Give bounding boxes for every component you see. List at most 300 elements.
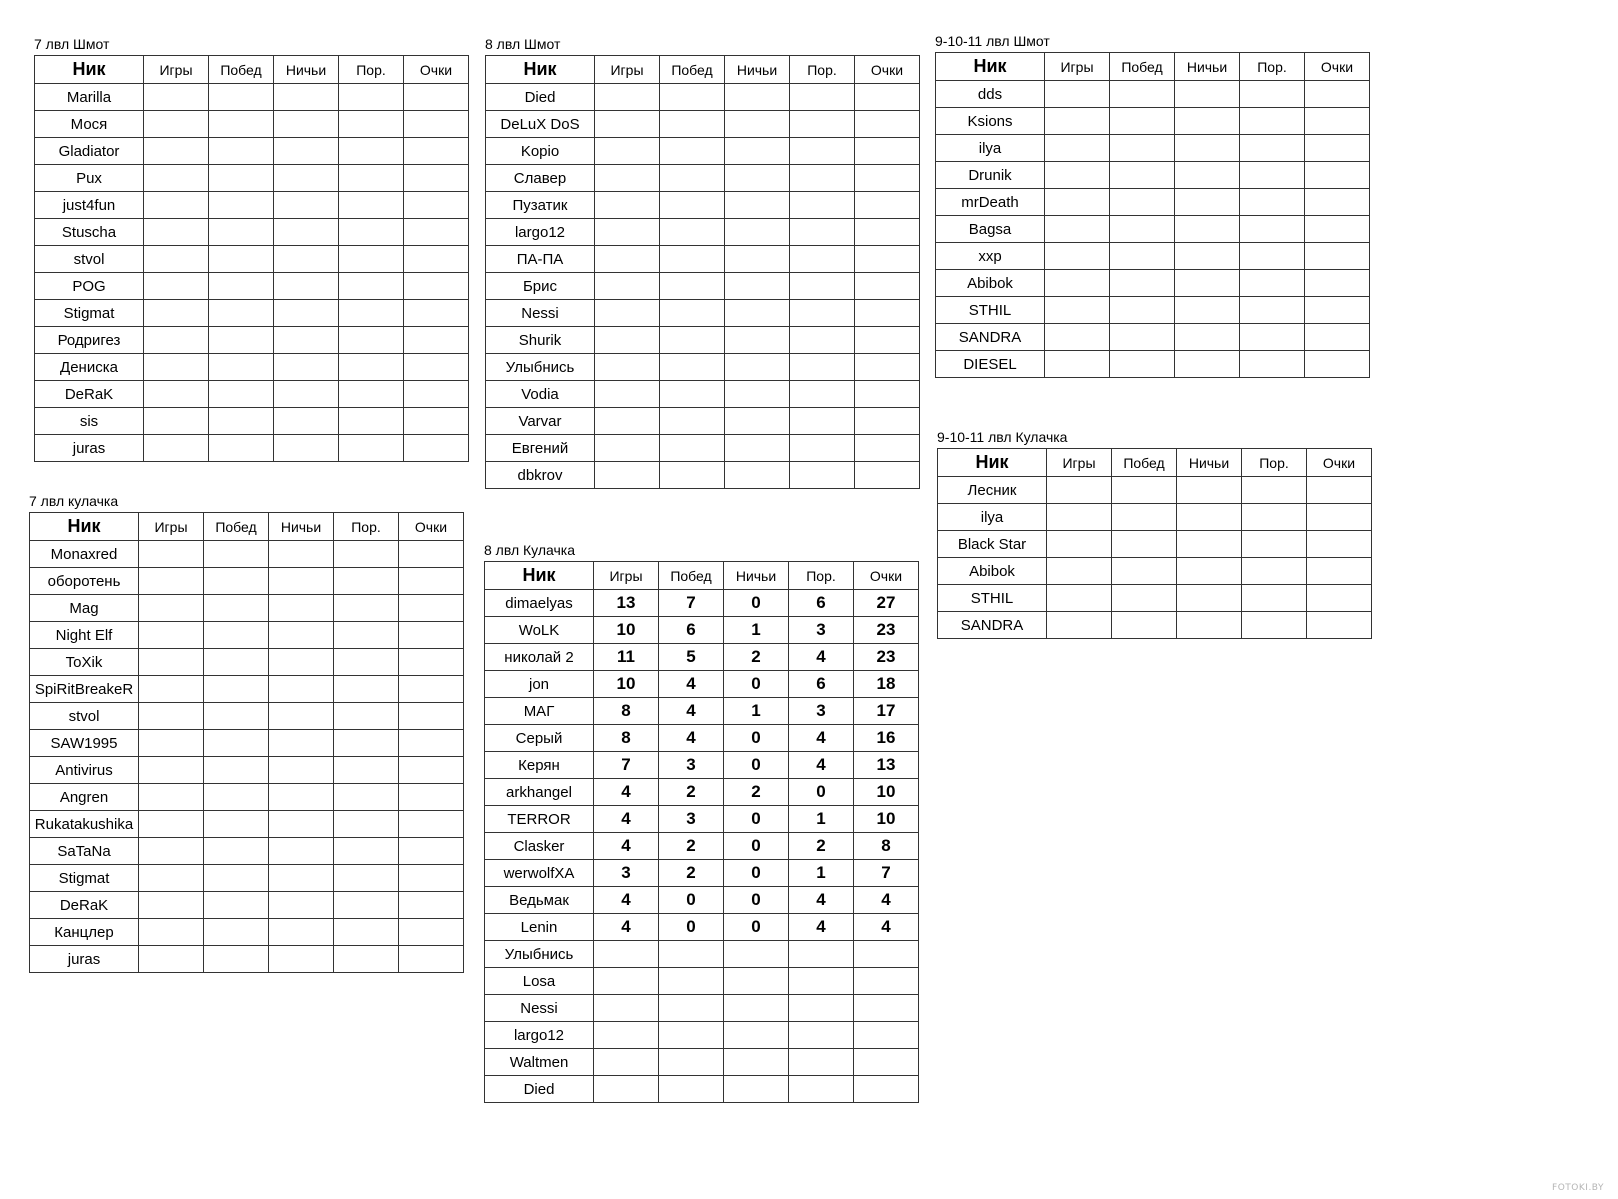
cell-games xyxy=(595,111,660,138)
column-header-draws: Ничьи xyxy=(724,562,789,590)
player-nick: Died xyxy=(486,84,595,111)
table-row xyxy=(30,784,464,811)
cell-losses xyxy=(1240,81,1305,108)
cell-points xyxy=(399,730,464,757)
cell-wins xyxy=(659,1022,724,1049)
player-nick: dimaelyas xyxy=(485,590,594,617)
cell-losses xyxy=(790,300,855,327)
table-row xyxy=(936,135,1370,162)
cell-wins xyxy=(209,84,274,111)
column-header-losses: Пор. xyxy=(1242,449,1307,477)
cell-points xyxy=(399,946,464,973)
cell-games: 8 xyxy=(594,698,659,725)
table-row xyxy=(30,649,464,676)
cell-losses: 4 xyxy=(789,914,854,941)
cell-points xyxy=(404,354,469,381)
column-header-games: Игры xyxy=(1047,449,1112,477)
cell-games xyxy=(1047,585,1112,612)
cell-points xyxy=(854,995,919,1022)
player-nick: Nessi xyxy=(485,995,594,1022)
cell-losses xyxy=(339,435,404,462)
watermark: FOTOKI.BY xyxy=(1552,1183,1604,1193)
cell-games xyxy=(144,219,209,246)
column-header-games: Игры xyxy=(144,56,209,84)
cell-losses: 1 xyxy=(789,860,854,887)
table-row xyxy=(35,435,469,462)
cell-points xyxy=(1307,531,1372,558)
cell-games xyxy=(594,1022,659,1049)
player-nick: POG xyxy=(35,273,144,300)
column-header-losses: Пор. xyxy=(1240,53,1305,81)
cell-losses: 0 xyxy=(789,779,854,806)
table-row xyxy=(486,381,920,408)
table-title: 7 лвл кулачка xyxy=(29,493,119,509)
table-row xyxy=(485,941,919,968)
cell-games xyxy=(144,435,209,462)
cell-losses xyxy=(790,165,855,192)
cell-wins xyxy=(659,995,724,1022)
cell-games xyxy=(595,327,660,354)
cell-draws xyxy=(269,811,334,838)
cell-draws xyxy=(269,595,334,622)
table-row xyxy=(485,752,919,779)
cell-wins xyxy=(659,1076,724,1103)
cell-games xyxy=(595,219,660,246)
cell-losses xyxy=(789,995,854,1022)
player-nick: Abibok xyxy=(936,270,1045,297)
cell-points xyxy=(855,300,920,327)
header-row xyxy=(485,562,919,590)
table-row xyxy=(486,84,920,111)
cell-wins xyxy=(204,892,269,919)
player-nick: arkhangel xyxy=(485,779,594,806)
table-row xyxy=(936,81,1370,108)
cell-draws xyxy=(269,838,334,865)
cell-wins xyxy=(1110,270,1175,297)
cell-games xyxy=(144,273,209,300)
cell-points xyxy=(1305,297,1370,324)
cell-points xyxy=(399,649,464,676)
cell-points xyxy=(399,757,464,784)
player-nick: stvol xyxy=(30,703,139,730)
column-header-wins: Побед xyxy=(1110,53,1175,81)
table-row xyxy=(485,671,919,698)
cell-games xyxy=(594,1076,659,1103)
player-nick: DIESEL xyxy=(936,351,1045,378)
cell-games xyxy=(595,300,660,327)
cell-wins xyxy=(209,381,274,408)
cell-points xyxy=(404,300,469,327)
cell-games xyxy=(144,165,209,192)
cell-draws xyxy=(274,84,339,111)
standings-table xyxy=(484,561,919,1103)
cell-draws xyxy=(1175,297,1240,324)
column-header-points: Очки xyxy=(855,56,920,84)
table-row xyxy=(35,246,469,273)
cell-wins xyxy=(1112,558,1177,585)
cell-draws xyxy=(725,327,790,354)
cell-points xyxy=(399,838,464,865)
table-row xyxy=(35,408,469,435)
table-row xyxy=(35,381,469,408)
cell-points xyxy=(399,811,464,838)
player-nick: sis xyxy=(35,408,144,435)
cell-wins xyxy=(204,919,269,946)
cell-draws xyxy=(725,219,790,246)
cell-losses xyxy=(1240,162,1305,189)
cell-games xyxy=(1045,351,1110,378)
cell-games xyxy=(139,568,204,595)
cell-points xyxy=(1307,585,1372,612)
cell-draws xyxy=(725,192,790,219)
cell-wins xyxy=(204,595,269,622)
cell-draws xyxy=(724,1049,789,1076)
cell-draws xyxy=(274,327,339,354)
cell-wins: 2 xyxy=(659,860,724,887)
cell-wins xyxy=(204,568,269,595)
cell-points xyxy=(399,622,464,649)
column-header-draws: Ничьи xyxy=(725,56,790,84)
cell-points xyxy=(855,138,920,165)
table-title: 9-10-11 лвл Шмот xyxy=(935,33,1050,49)
cell-wins xyxy=(204,703,269,730)
cell-points xyxy=(404,408,469,435)
cell-draws xyxy=(1175,189,1240,216)
cell-draws xyxy=(1177,504,1242,531)
cell-losses xyxy=(1242,558,1307,585)
cell-draws xyxy=(269,568,334,595)
cell-games xyxy=(595,165,660,192)
table-row xyxy=(30,919,464,946)
table-row xyxy=(485,779,919,806)
cell-games xyxy=(1045,216,1110,243)
cell-games xyxy=(139,838,204,865)
cell-points xyxy=(854,968,919,995)
cell-wins xyxy=(204,946,269,973)
player-nick: Drunik xyxy=(936,162,1045,189)
cell-draws xyxy=(725,435,790,462)
table-row xyxy=(35,138,469,165)
cell-points xyxy=(855,435,920,462)
cell-points xyxy=(1305,189,1370,216)
cell-games xyxy=(139,892,204,919)
cell-draws xyxy=(274,408,339,435)
table-row xyxy=(936,216,1370,243)
cell-draws: 0 xyxy=(724,887,789,914)
cell-points: 4 xyxy=(854,887,919,914)
cell-draws xyxy=(1175,135,1240,162)
cell-draws xyxy=(274,192,339,219)
cell-wins xyxy=(660,111,725,138)
table-row xyxy=(486,219,920,246)
player-nick: Rukatakushika xyxy=(30,811,139,838)
cell-games xyxy=(139,703,204,730)
player-nick: Керян xyxy=(485,752,594,779)
cell-losses xyxy=(334,541,399,568)
cell-wins xyxy=(660,435,725,462)
cell-games xyxy=(144,327,209,354)
table-row xyxy=(35,273,469,300)
cell-games xyxy=(139,757,204,784)
cell-games xyxy=(144,192,209,219)
table-row xyxy=(485,968,919,995)
column-header-wins: Побед xyxy=(1112,449,1177,477)
cell-games xyxy=(144,354,209,381)
cell-wins: 3 xyxy=(659,806,724,833)
cell-draws xyxy=(725,300,790,327)
cell-draws xyxy=(725,111,790,138)
cell-points xyxy=(855,219,920,246)
cell-wins xyxy=(1112,531,1177,558)
player-nick: МАГ xyxy=(485,698,594,725)
player-nick: Vodia xyxy=(486,381,595,408)
cell-losses xyxy=(339,84,404,111)
cell-games xyxy=(144,138,209,165)
cell-draws xyxy=(724,968,789,995)
cell-losses xyxy=(789,1022,854,1049)
table-row xyxy=(486,408,920,435)
cell-wins xyxy=(1110,135,1175,162)
cell-wins: 7 xyxy=(659,590,724,617)
header-row xyxy=(936,53,1370,81)
cell-wins xyxy=(660,138,725,165)
player-nick: Bagsa xyxy=(936,216,1045,243)
column-header-points: Очки xyxy=(399,513,464,541)
cell-games xyxy=(595,381,660,408)
cell-losses xyxy=(339,381,404,408)
cell-games xyxy=(144,246,209,273)
table-row xyxy=(936,351,1370,378)
cell-draws: 0 xyxy=(724,806,789,833)
cell-draws xyxy=(269,541,334,568)
cell-draws xyxy=(269,757,334,784)
cell-wins: 6 xyxy=(659,617,724,644)
cell-wins xyxy=(209,273,274,300)
cell-games: 4 xyxy=(594,833,659,860)
column-header-nick: Ник xyxy=(936,53,1045,81)
cell-losses xyxy=(789,941,854,968)
cell-points xyxy=(399,568,464,595)
cell-wins xyxy=(209,138,274,165)
cell-wins xyxy=(204,757,269,784)
cell-losses xyxy=(789,1076,854,1103)
cell-games xyxy=(1045,297,1110,324)
column-header-nick: Ник xyxy=(485,562,594,590)
table-row xyxy=(938,585,1372,612)
column-header-wins: Побед xyxy=(209,56,274,84)
cell-games xyxy=(139,622,204,649)
cell-points: 7 xyxy=(854,860,919,887)
cell-games: 4 xyxy=(594,779,659,806)
cell-losses xyxy=(339,192,404,219)
cell-wins xyxy=(1112,612,1177,639)
cell-games xyxy=(1047,558,1112,585)
cell-points xyxy=(855,462,920,489)
player-nick: Евгений xyxy=(486,435,595,462)
cell-wins xyxy=(660,84,725,111)
table-row xyxy=(30,730,464,757)
cell-wins xyxy=(209,354,274,381)
cell-draws xyxy=(1175,216,1240,243)
cell-games xyxy=(144,381,209,408)
table-row xyxy=(35,354,469,381)
cell-points xyxy=(1305,216,1370,243)
cell-games xyxy=(139,676,204,703)
cell-draws: 2 xyxy=(724,644,789,671)
player-nick: SpiRitBreakeR xyxy=(30,676,139,703)
cell-games xyxy=(139,730,204,757)
cell-points xyxy=(1305,162,1370,189)
table-row xyxy=(938,558,1372,585)
column-header-losses: Пор. xyxy=(790,56,855,84)
cell-wins xyxy=(660,192,725,219)
table-row xyxy=(936,189,1370,216)
column-header-games: Игры xyxy=(595,56,660,84)
player-nick: Monaxred xyxy=(30,541,139,568)
cell-losses xyxy=(334,784,399,811)
cell-points xyxy=(1305,108,1370,135)
table-row xyxy=(938,477,1372,504)
cell-draws xyxy=(1177,531,1242,558)
cell-wins xyxy=(660,462,725,489)
cell-games xyxy=(139,595,204,622)
cell-wins xyxy=(209,246,274,273)
cell-wins xyxy=(1110,351,1175,378)
cell-points xyxy=(404,327,469,354)
player-nick: dbkrov xyxy=(486,462,595,489)
cell-games xyxy=(594,941,659,968)
cell-games xyxy=(595,435,660,462)
cell-points xyxy=(404,246,469,273)
player-nick: Losa xyxy=(485,968,594,995)
cell-points xyxy=(855,354,920,381)
cell-points xyxy=(399,865,464,892)
cell-points: 18 xyxy=(854,671,919,698)
cell-losses xyxy=(334,919,399,946)
cell-wins xyxy=(209,435,274,462)
cell-wins xyxy=(204,730,269,757)
player-nick: SANDRA xyxy=(938,612,1047,639)
cell-losses: 4 xyxy=(789,725,854,752)
header-row xyxy=(35,56,469,84)
cell-points: 23 xyxy=(854,617,919,644)
cell-points xyxy=(399,595,464,622)
table-row xyxy=(30,595,464,622)
cell-games: 10 xyxy=(594,671,659,698)
cell-games xyxy=(139,919,204,946)
table-row xyxy=(486,138,920,165)
cell-games xyxy=(1045,108,1110,135)
cell-wins xyxy=(659,1049,724,1076)
cell-draws xyxy=(725,138,790,165)
cell-points xyxy=(399,919,464,946)
cell-draws xyxy=(1177,558,1242,585)
player-nick: Серый xyxy=(485,725,594,752)
player-nick: Antivirus xyxy=(30,757,139,784)
cell-points xyxy=(404,381,469,408)
cell-losses xyxy=(1242,612,1307,639)
table-row xyxy=(35,165,469,192)
cell-wins xyxy=(204,784,269,811)
table-title: 7 лвл Шмот xyxy=(34,36,110,52)
cell-draws: 0 xyxy=(724,671,789,698)
cell-draws xyxy=(1175,81,1240,108)
cell-draws xyxy=(1175,108,1240,135)
cell-wins xyxy=(204,838,269,865)
cell-points xyxy=(855,327,920,354)
cell-games xyxy=(144,408,209,435)
cell-points: 23 xyxy=(854,644,919,671)
cell-draws xyxy=(269,784,334,811)
cell-draws xyxy=(724,941,789,968)
cell-games xyxy=(1045,162,1110,189)
cell-points xyxy=(404,273,469,300)
cell-losses xyxy=(339,138,404,165)
cell-losses xyxy=(1240,243,1305,270)
cell-wins xyxy=(659,968,724,995)
table-row xyxy=(485,1076,919,1103)
player-nick: Night Elf xyxy=(30,622,139,649)
player-nick: dds xyxy=(936,81,1045,108)
cell-wins xyxy=(209,219,274,246)
cell-draws xyxy=(1177,612,1242,639)
cell-draws xyxy=(269,676,334,703)
cell-wins: 4 xyxy=(659,698,724,725)
player-nick: Shurik xyxy=(486,327,595,354)
table-row xyxy=(30,541,464,568)
player-nick: juras xyxy=(35,435,144,462)
player-nick: Stuscha xyxy=(35,219,144,246)
cell-wins xyxy=(204,649,269,676)
column-header-losses: Пор. xyxy=(789,562,854,590)
column-header-wins: Побед xyxy=(660,56,725,84)
cell-points xyxy=(404,84,469,111)
cell-wins: 2 xyxy=(659,779,724,806)
table-row xyxy=(485,617,919,644)
cell-games: 4 xyxy=(594,914,659,941)
column-header-games: Игры xyxy=(139,513,204,541)
cell-draws: 0 xyxy=(724,860,789,887)
cell-wins: 3 xyxy=(659,752,724,779)
cell-draws: 0 xyxy=(724,833,789,860)
cell-wins xyxy=(660,219,725,246)
player-nick: Ведьмак xyxy=(485,887,594,914)
table-row xyxy=(486,246,920,273)
cell-draws: 2 xyxy=(724,779,789,806)
cell-draws: 0 xyxy=(724,590,789,617)
cell-points xyxy=(399,784,464,811)
player-nick: оборотень xyxy=(30,568,139,595)
cell-draws xyxy=(274,138,339,165)
player-nick: Marilla xyxy=(35,84,144,111)
table-row xyxy=(485,860,919,887)
cell-losses xyxy=(339,354,404,381)
table-row xyxy=(485,644,919,671)
cell-points xyxy=(1307,477,1372,504)
cell-losses xyxy=(1240,351,1305,378)
column-header-draws: Ничьи xyxy=(1175,53,1240,81)
cell-games xyxy=(595,273,660,300)
cell-wins xyxy=(1110,243,1175,270)
table-row xyxy=(486,462,920,489)
cell-draws xyxy=(724,1022,789,1049)
player-nick: largo12 xyxy=(485,1022,594,1049)
cell-losses: 4 xyxy=(789,752,854,779)
cell-draws xyxy=(1175,351,1240,378)
cell-games xyxy=(595,84,660,111)
player-nick: DeLuX DoS xyxy=(486,111,595,138)
cell-points xyxy=(399,676,464,703)
